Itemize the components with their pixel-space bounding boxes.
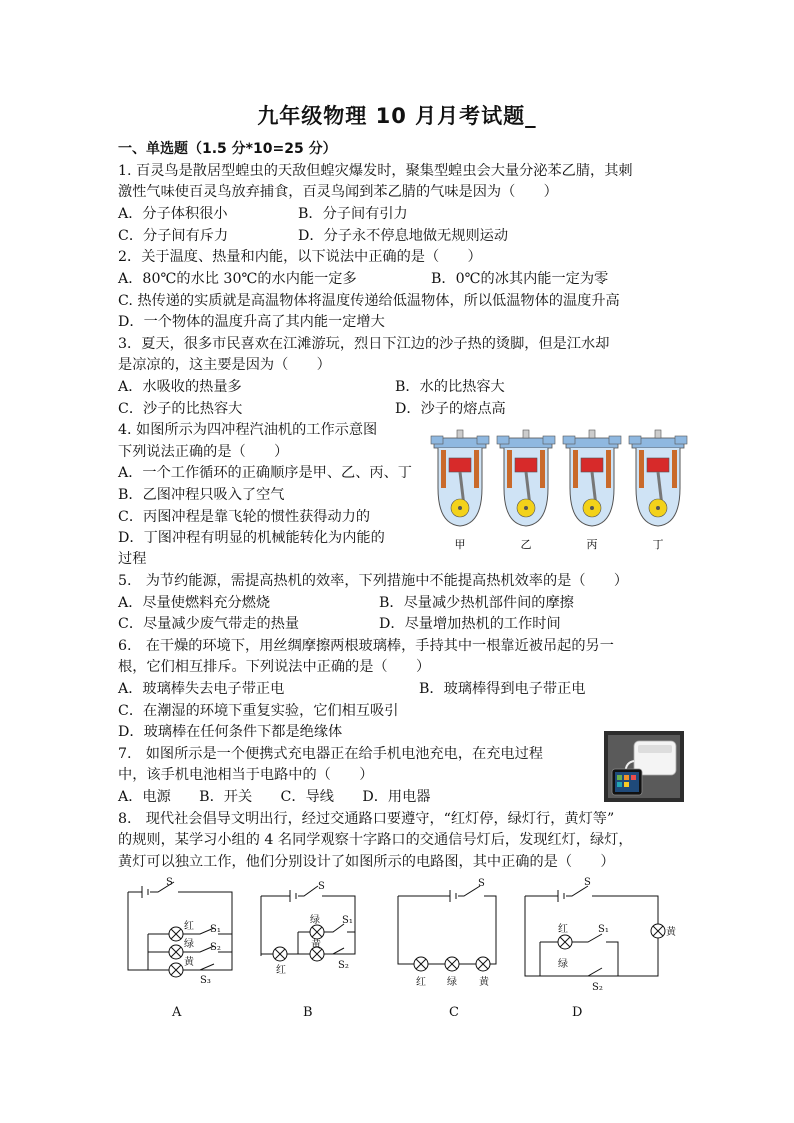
circuit-b-green-label: 绿 (310, 915, 320, 926)
q8-stem-line2: 的规则，某学习小组的 4 名同学观察十字路口的交通信号灯后，发现红灯，绿灯， (118, 832, 633, 848)
circuit-d-green-label: 绿 (558, 959, 568, 970)
q7-options: A．电源 B．开关 C．导线 D．用电器 (118, 789, 431, 805)
q4-option-a: A．一个工作循环的正确顺序是甲、乙、丙、丁 (118, 465, 412, 481)
circuit-a-s1-label: S₁ (210, 924, 221, 935)
circuit-b-s2-label: S₂ (338, 960, 349, 971)
q1-stem-line1: 1. 百灵鸟是散居型蝗虫的天敌但蝗灾爆发时，聚集型蝗虫会大量分泌苯乙腈，其刺 (118, 163, 633, 179)
q6-option-b: B．玻璃棒得到电子带正电 (419, 681, 586, 697)
circuit-b-letter: B (303, 1005, 313, 1020)
circuit-d-yellow-label: 黄 (666, 927, 676, 938)
circuit-d (525, 886, 665, 976)
engine-strokes-figure (428, 428, 688, 553)
circuit-b-red-label: 红 (276, 965, 286, 976)
q4-option-c: C．丙图冲程是靠飞轮的惯性获得动力的 (118, 509, 371, 525)
circuit-b (261, 886, 355, 961)
circuit-c-switch-label: S (478, 878, 485, 889)
q7-stem-line2: 中，该手机电池相当于电路中的（ ） (118, 767, 374, 783)
q6-stem-line2: 根，它们相互排斥。下列说法中正确的是（ ） (118, 659, 431, 675)
q5-stem: 5. 为节约能源，需提高热机的效率，下列措施中不能提高热机效率的是（ ） (118, 573, 629, 589)
q3-stem-line2: 是凉凉的，这主要是因为（ ） (118, 357, 331, 373)
q4-option-b: B．乙图冲程只吸入了空气 (118, 487, 285, 503)
circuit-c-letter: C (449, 1005, 459, 1020)
section-heading: 一、单选题（1.5 分*10=25 分） (118, 141, 337, 157)
q6-option-d: D．玻璃棒在任何条件下都是绝缘体 (118, 724, 343, 740)
circuit-a-red-label: 红 (184, 921, 194, 932)
q1-option-d: D．分子永不停息地做无规则运动 (298, 228, 509, 244)
circuit-a-s2-label: S₂ (210, 942, 221, 953)
engine-label-bing: 丙 (586, 538, 598, 551)
circuit-c-red-label: 红 (416, 977, 426, 988)
q8-stem-line3: 黄灯可以独立工作，他们分别设计了如图所示的电路图，其中正确的是（ ） (118, 854, 615, 870)
engine-label-yi: 乙 (520, 538, 532, 551)
circuit-d-switch-label: S (584, 877, 591, 888)
q6-option-a: A．玻璃棒失去电子带正电 (118, 681, 285, 697)
q6-option-c: C．在潮湿的环境下重复实验，它们相互吸引 (118, 703, 399, 719)
q3-option-a: A．水吸收的热量多 (118, 379, 242, 395)
q5-option-d: D．尽量增加热机的工作时间 (379, 616, 561, 632)
circuit-d-letter: D (572, 1005, 583, 1020)
q3-option-b: B．水的比热容大 (395, 379, 505, 395)
q3-stem-line1: 3．夏天，很多市民喜欢在江滩游玩，烈日下江边的沙子热的烫脚，但是江水却 (118, 336, 610, 352)
q8-stem-line1: 8. 现代社会倡导文明出行，经过交通路口要遵守，“红灯停，绿灯行，黄灯等” (118, 811, 615, 827)
q4-option-d-line2: 过程 (118, 551, 147, 567)
q1-option-a: A．分子体积很小 (118, 206, 228, 222)
q4-stem-line1: 4. 如图所示为四冲程汽油机的工作示意图 (118, 422, 378, 438)
q6-stem-line1: 6. 在干燥的环境下，用丝绸摩擦两根玻璃棒，手持其中一根靠近被吊起的另一 (118, 638, 614, 654)
circuit-b-s1-label: S₁ (342, 915, 353, 926)
circuit-a-s3-label: S₃ (200, 975, 211, 986)
q2-option-b: B．0℃的冰其内能一定为零 (431, 271, 609, 287)
circuit-d-s2-label: S₂ (592, 982, 603, 993)
circuit-c (398, 886, 496, 971)
engine-label-jia: 甲 (454, 538, 466, 551)
q5-option-b: B．尽量减少热机部件间的摩擦 (379, 595, 574, 611)
q1-option-c: C．分子间有斥力 (118, 228, 229, 244)
circuit-a-letter: A (172, 1005, 182, 1020)
q4-option-d-line1: D．丁图冲程有明显的机械能转化为内能的 (118, 530, 385, 546)
q7-stem-line1: 7. 如图所示是一个便携式充电器正在给手机电池充电，在充电过程 (118, 746, 543, 762)
page-title: 九年级物理 10 月月考试题_ (257, 104, 537, 128)
circuit-a-green-label: 绿 (184, 939, 194, 950)
q1-stem-line2: 激性气味使百灵鸟放弃捕食，百灵鸟闻到苯乙腈的气味是因为（ ） (118, 184, 558, 200)
circuit-a-yellow-label: 黄 (184, 957, 194, 968)
q3-option-d: D．沙子的熔点高 (395, 401, 506, 417)
circuit-b-switch-label: S (318, 881, 325, 892)
circuit-d-red-label: 红 (558, 924, 568, 935)
circuit-d-s1-label: S₁ (598, 924, 609, 935)
q4-stem-line2: 下列说法正确的是（ ） (118, 444, 289, 460)
circuit-a-switch-label: S (166, 877, 173, 888)
circuit-c-green-label: 绿 (447, 977, 457, 988)
q2-option-a: A．80℃的水比 30℃的水内能一定多 (118, 271, 357, 287)
circuit-b-yellow-label: 黄 (311, 940, 321, 951)
charger-photo (604, 731, 684, 802)
q2-option-c: C. 热传递的实质就是高温物体将温度传递给低温物体，所以低温物体的温度升高 (118, 293, 620, 309)
q2-option-d: D．一个物体的温度升高了其内能一定增大 (118, 314, 385, 330)
q1-option-b: B．分子间有引力 (298, 206, 408, 222)
engine-label-ding: 丁 (652, 538, 664, 551)
q2-stem: 2．关于温度、热量和内能，以下说法中正确的是（ ） (118, 249, 482, 265)
circuit-c-yellow-label: 黄 (479, 977, 489, 988)
q5-option-a: A．尽量使燃料充分燃烧 (118, 595, 271, 611)
circuit-diagrams (118, 876, 683, 1026)
q5-option-c: C．尽量减少废气带走的热量 (118, 616, 300, 632)
q3-option-c: C．沙子的比热容大 (118, 401, 243, 417)
